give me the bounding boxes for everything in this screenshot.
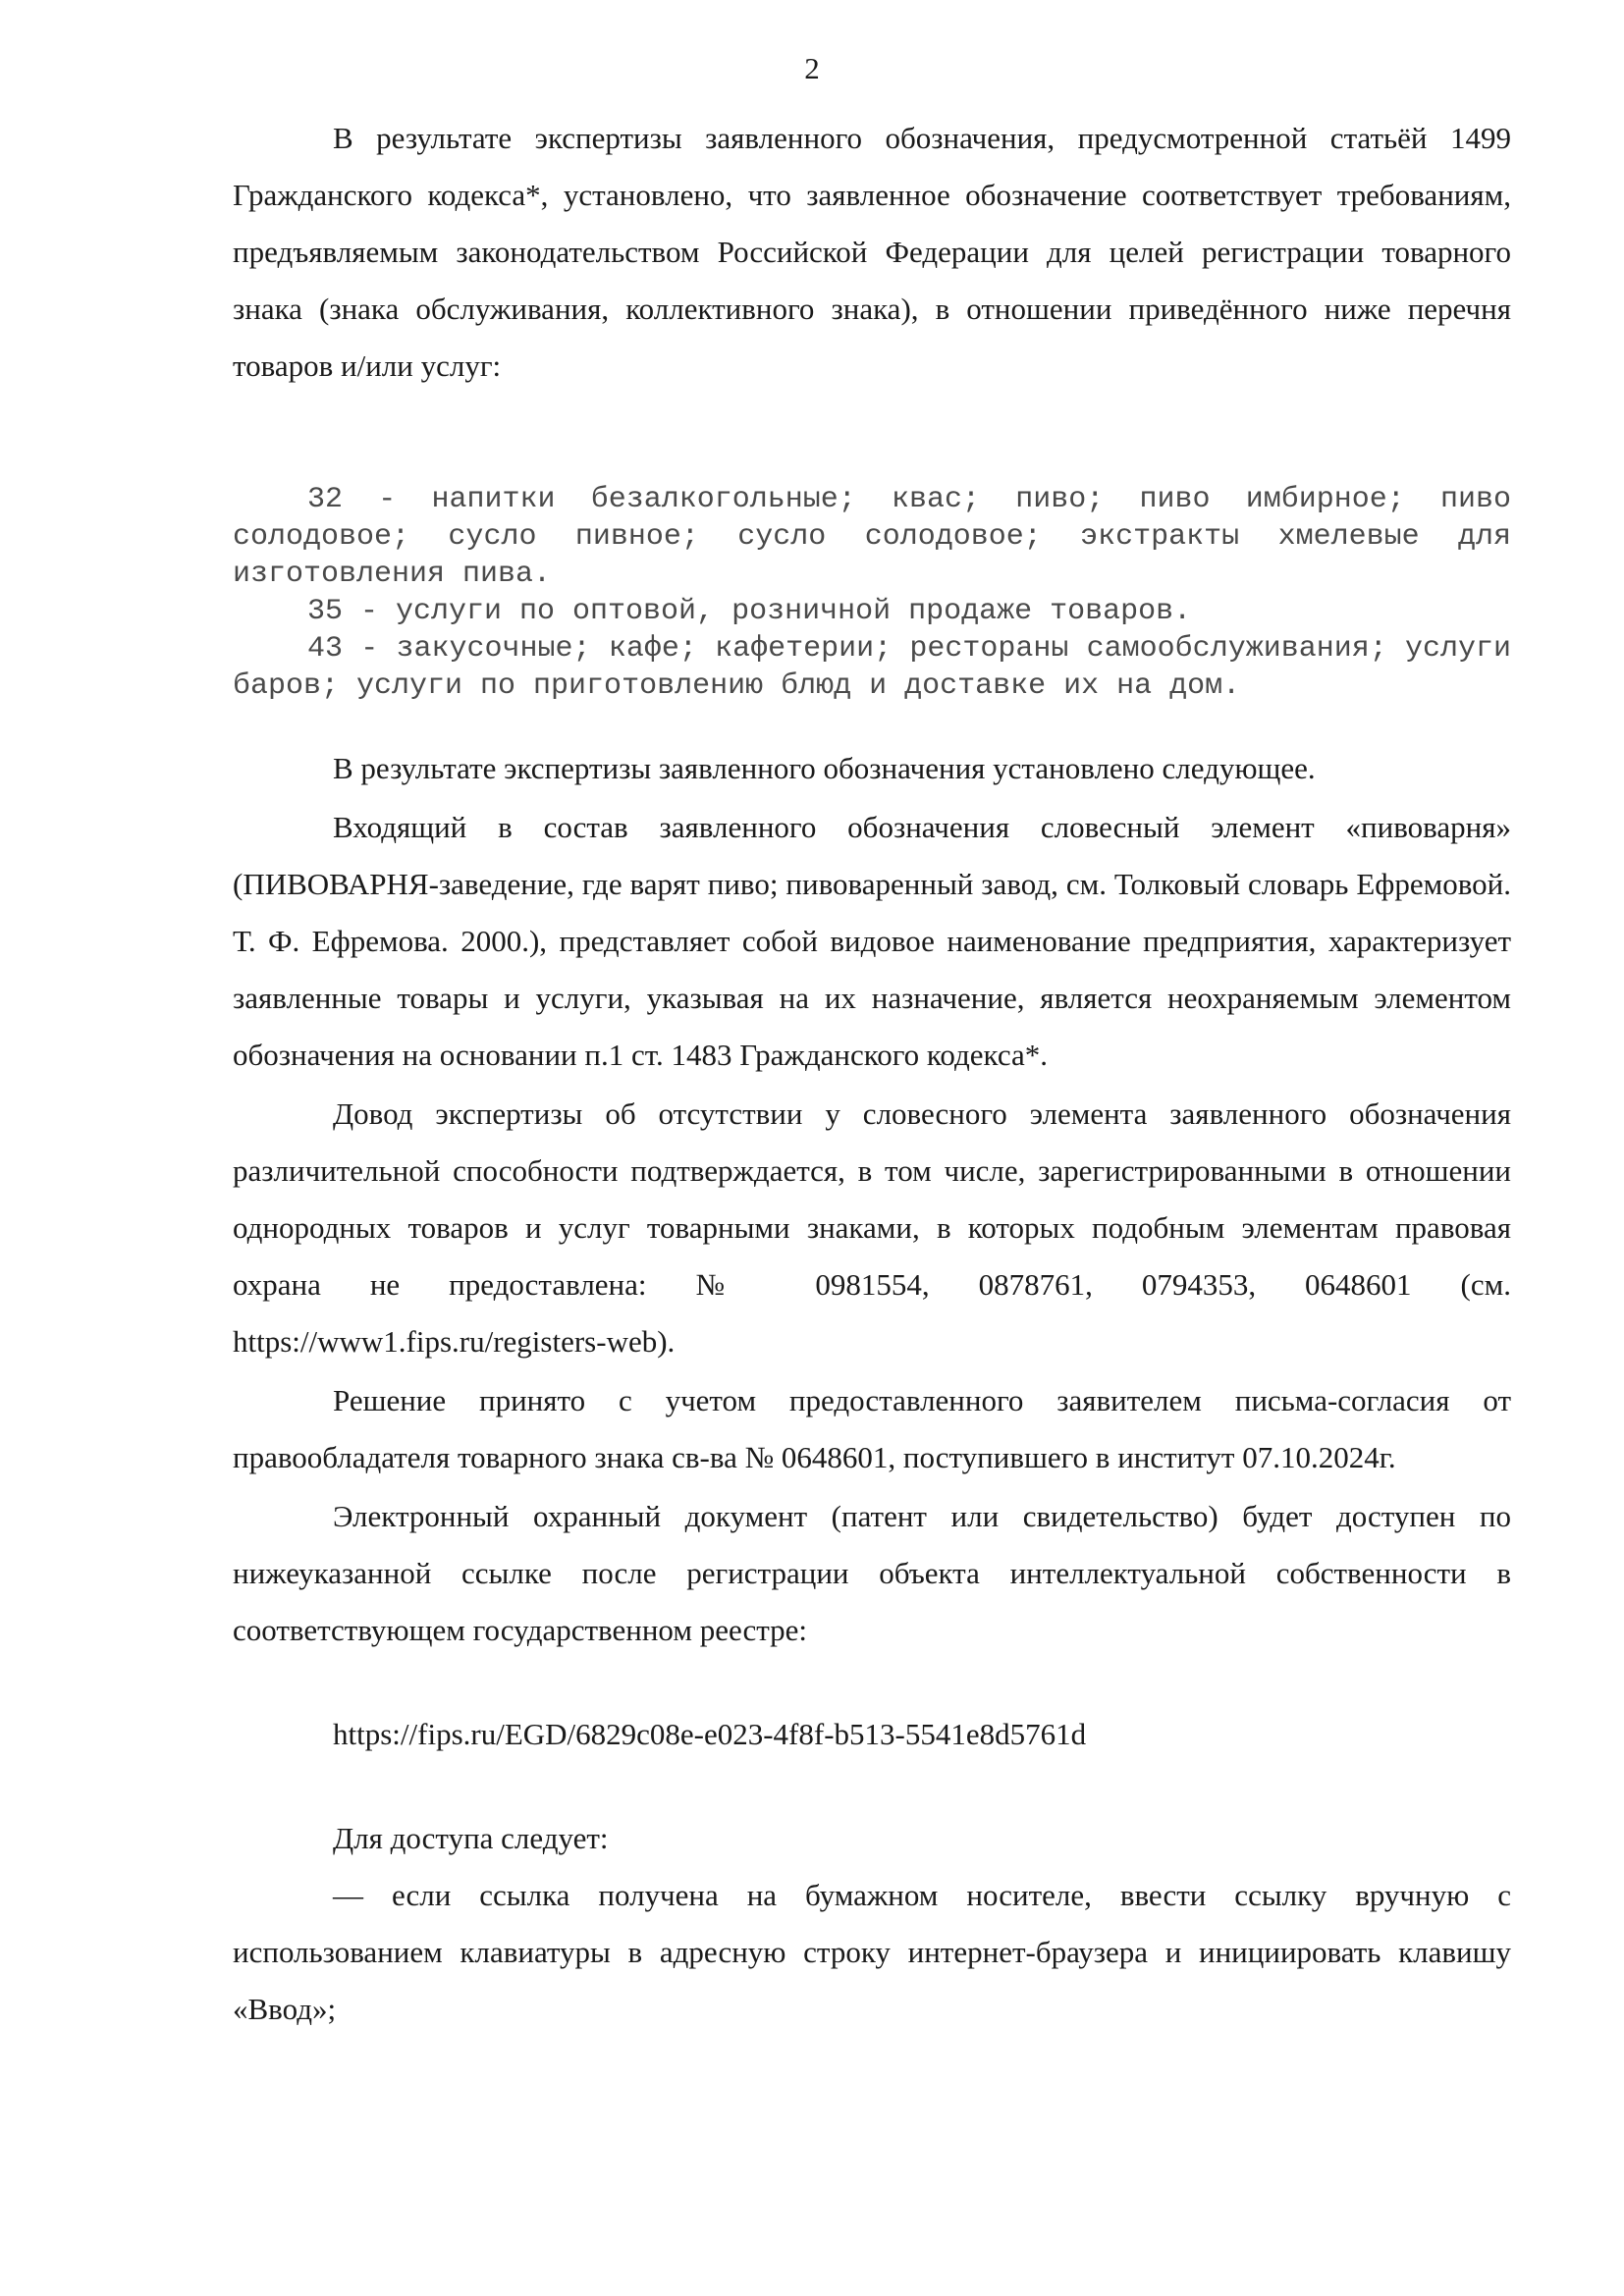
page-number: 2 — [804, 51, 820, 85]
examination-result-paragraph: В результате экспертизы заявленного обозначения установлено следующее. — [333, 751, 1316, 785]
access-instruction: — если ссылка получена на бумажном носителе, ввести ссылку вручную с использованием клавиатуры в адресную строку интернет-браузера и инициировать клавишу «Ввод»; — [233, 1878, 1511, 2026]
access-heading: Для доступа следует: — [333, 1821, 609, 1855]
electronic-document-paragraph: Электронный охранный документ (патент или свидетельство) будет доступен по нижеуказанной ссылке после регистрации объекта интеллектуальной собственности в соответствующем государственном реестре: — [233, 1499, 1511, 1647]
goods-class-32: 32 - напитки безалкогольные; квас; пиво; пиво имбирное; пиво солодовое; сусло пивное; сусло солодовое; экстракты хмелевые для изготовления пива. — [233, 483, 1511, 591]
document-link[interactable]: https://fips.ru/EGD/6829c08e-e023-4f8f-b513-5541e8d5761d — [333, 1717, 1087, 1751]
intro-paragraph: В результате экспертизы заявленного обозначения, предусмотренной статьёй 1499 Гражданского кодекса*, установлено, что заявленное обозначение соответствует требованиям, предъявляемым законодательством Российской Федерации для целей регистрации товарного знака (знака обслуживания, коллективного знака), в отношении приведённого ниже перечня товаров и/или услуг: — [233, 121, 1511, 383]
consent-letter-paragraph: Решение принято с учетом предоставленного заявителем письма-согласия от правообладателя товарного знака св-ва № 0648601, поступившего в институт 07.10.2024г. — [233, 1383, 1511, 1474]
document-body — [233, 110, 1511, 2038]
goods-class-35: 35 - услуги по оптовой, розничной продаже товаров. — [307, 595, 1192, 628]
goods-services-list — [233, 481, 1511, 705]
goods-class-43: 43 - закусочные; кафе; кафетерии; рестораны самообслуживания; услуги баров; услуги по приготовлению блюд и доставке их на дом. — [233, 632, 1511, 703]
word-element-paragraph: Входящий в состав заявленного обозначения словесный элемент «пивоварня» (ПИВОВАРНЯ-заведение, где варят пиво; пивоваренный завод, см. Толковый словарь Ефремовой. Т. Ф. Ефремова. 2000.), представляет собой видовое наименование предприятия, характеризует заявленные товары и услуги, указывая на их назначение, является неохраняемым элементом обозначения на основании п.1 ст. 1483 Гражданского кодекса*. — [233, 810, 1511, 1072]
distinctiveness-paragraph: Довод экспертизы об отсутствии у словесного элемента заявленного обозначения различительной способности подтверждается, в том числе, зарегистрированными в отношении однородных товаров и услуг товарными знаками, в которых подобным элементам правовая охрана не предоставлена: № 0981554, 0878761, 0794353, 0648601 (см. https://www1.fips.ru/registers-web). — [233, 1096, 1511, 1359]
